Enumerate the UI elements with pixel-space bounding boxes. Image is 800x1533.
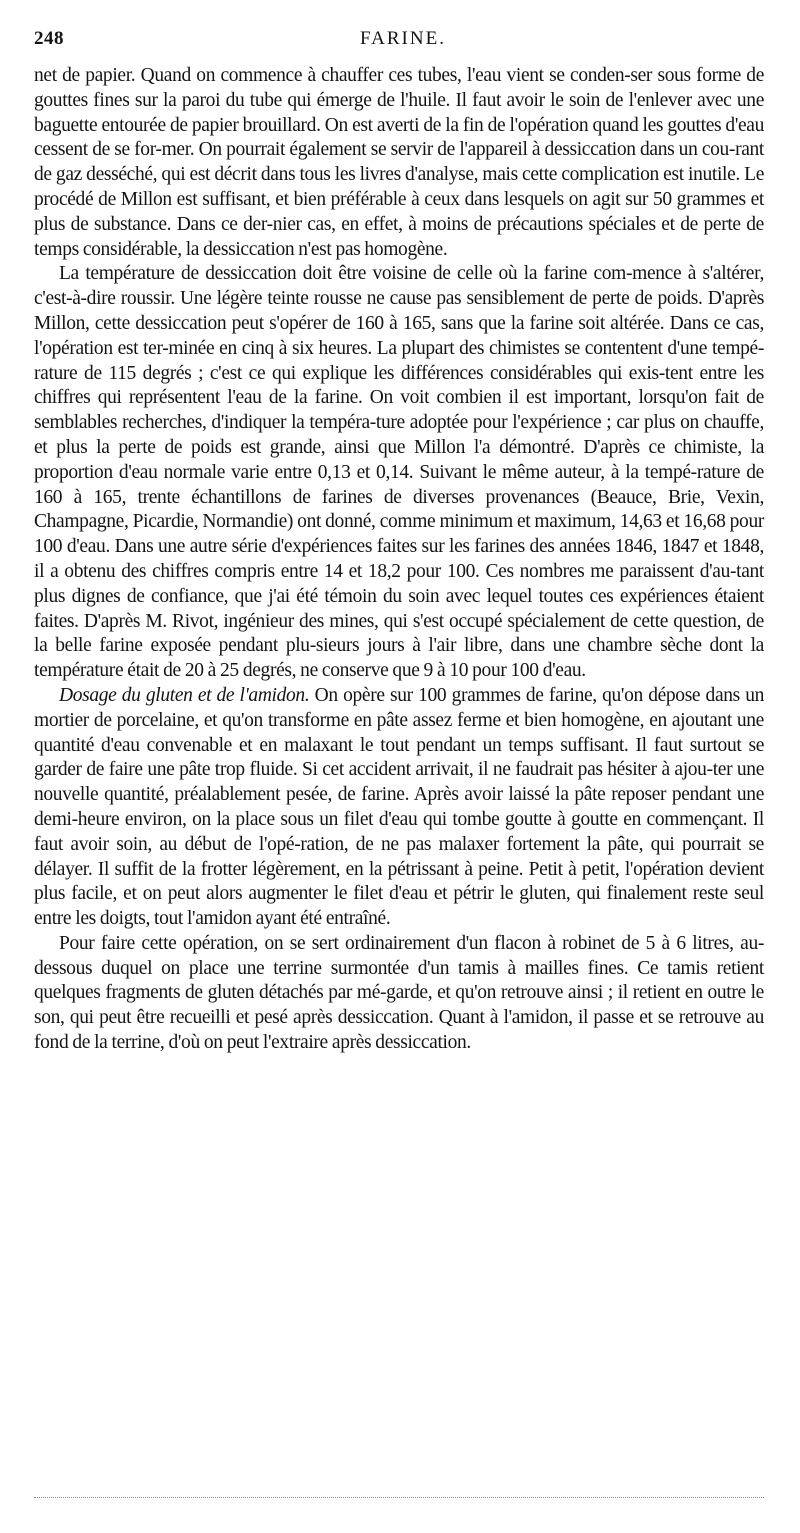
- paragraph-drying-method: net de papier. Quand on commence à chauffer ces tubes, l'eau vient se conden-ser sous forme de gouttes fines sur la paroi du tube qui émerge de l'huile. Il faut avoir le soin de l'enlever avec une baguette entourée de papier brouillard. On est averti de la fin de l'opération quand les gouttes d'eau cessent de se for-mer. On pourrait également se servir de l'appareil à dessiccation dans un cou-rant de gaz desséché, qui est décrit dans tous les livres d'analyse, mais cette complication est inutile. Le procédé de Millon est suffisant, et bien préférable à ceux dans lesquels on agit sur 50 grammes et plus de substance. Dans ce der-nier cas, en effet, à moins de précautions spéciales et de perte de temps considérable, la dessiccation n'est pas homogène.: [34, 65, 764, 260]
- body-text: [34, 64, 764, 1056]
- paragraph-apparatus: Pour faire cette opération, on se sert ordinairement d'un flacon à robinet de 5 à 6 litres, au-dessous duquel on place une terrine surmontée d'un tamis à mailles fines. Ce tamis retient quelques fragments de gluten détachés par mé-garde, et qu'on retrouve ainsi ; il retient en outre le son, qui peut être recueilli et pesé après dessiccation. Quant à l'amidon, il passe et se retrouve au fond de la terrine, d'où on peut l'extraire après dessiccation.: [34, 932, 764, 1054]
- footer-rule: [34, 1497, 764, 1498]
- paragraph-drying-temperature: La température de dessiccation doit être voisine de celle où la farine com-mence à s'altérer, c'est-à-dire roussir. Une légère teinte rousse ne cause pas sensiblement de perte de poids. D'après Millon, cette dessiccation peut s'opérer de 160 à 165, sans que la farine soit altérée. Dans ce cas, l'opération est ter-minée en cinq à six heures. La plupart des chimistes se contentent d'une tempé-rature de 115 degrés ; c'est ce qui explique les différences considérables qui exis-tent entre les chiffres qui représentent l'eau de la farine. On voit combien il est important, lorsqu'on fait de semblables recherches, d'indiquer la tempéra-ture adoptée pour l'expérience ; car plus on chauffe, et plus la perte de poids est grande, ainsi que Millon l'a démontré. D'après ce chimiste, la proportion d'eau normale varie entre 0,13 et 0,14. Suivant le même auteur, à la tempé-rature de 160 à 165, trente échantillons de farines de diverses provenances (Beauce, Brie, Vexin, Champagne, Picardie, Normandie) ont donné, comme minimum et maximum, 14,63 et 16,68 pour 100 d'eau. Dans une autre série d'expériences faites sur les farines des années 1846, 1847 et 1848, il a obtenu des chiffres compris entre 14 et 18,2 pour 100. Ces nombres me paraissent d'au-tant plus dignes de confiance, que j'ai été témoin du soin avec lequel toutes ces expériences étaient faites. D'après M. Rivot, ingénieur des mines, qui s'est occupé spécialement de cette question, de la belle farine exposée pendant plu-sieurs jours à l'air libre, dans une chambre sèche dont la température était de 20 à 25 degrés, ne conserve que 9 à 10 pour 100 d'eau.: [34, 263, 764, 682]
- paragraph-gluten-starch: [34, 684, 764, 932]
- section-heading-gluten-starch: Dosage du gluten et de l'amidon.: [59, 684, 310, 706]
- running-title: FARINE.: [360, 28, 446, 49]
- paragraph-gluten-starch-text: On opère sur 100 grammes de farine, qu'on dépose dans un mortier de porcelaine, et qu'on transforme en pâte assez ferme et bien homogène, en ajoutant une quantité d'eau convenable et en malaxant le tout pendant un temps suffisant. Il faut surtout se garder de faire une pâte trop fluide. Si cet accident arrivait, il ne faudrait pas hésiter à ajou-ter une nouvelle quantité, préalablement pesée, de farine. Après avoir laissé la pâte reposer pendant une demi-heure environ, on la place sous un filet d'eau qui tombe goutte à goutte en commençant. Il faut avoir soin, au début de l'opé-ration, de ne pas malaxer fortement la pâte, qui pourrait se délayer. Il suffit de la frotter légèrement, en la pétrissant à peine. Petit à petit, l'opération devient plus facile, et on peut alors augmenter le filet d'eau et pétrir le gluten, qui finalement reste seul entre les doigts, tout l'amidon ayant été entraîné.: [34, 684, 765, 930]
- page-header: [34, 28, 774, 58]
- page-number: 248: [34, 28, 64, 49]
